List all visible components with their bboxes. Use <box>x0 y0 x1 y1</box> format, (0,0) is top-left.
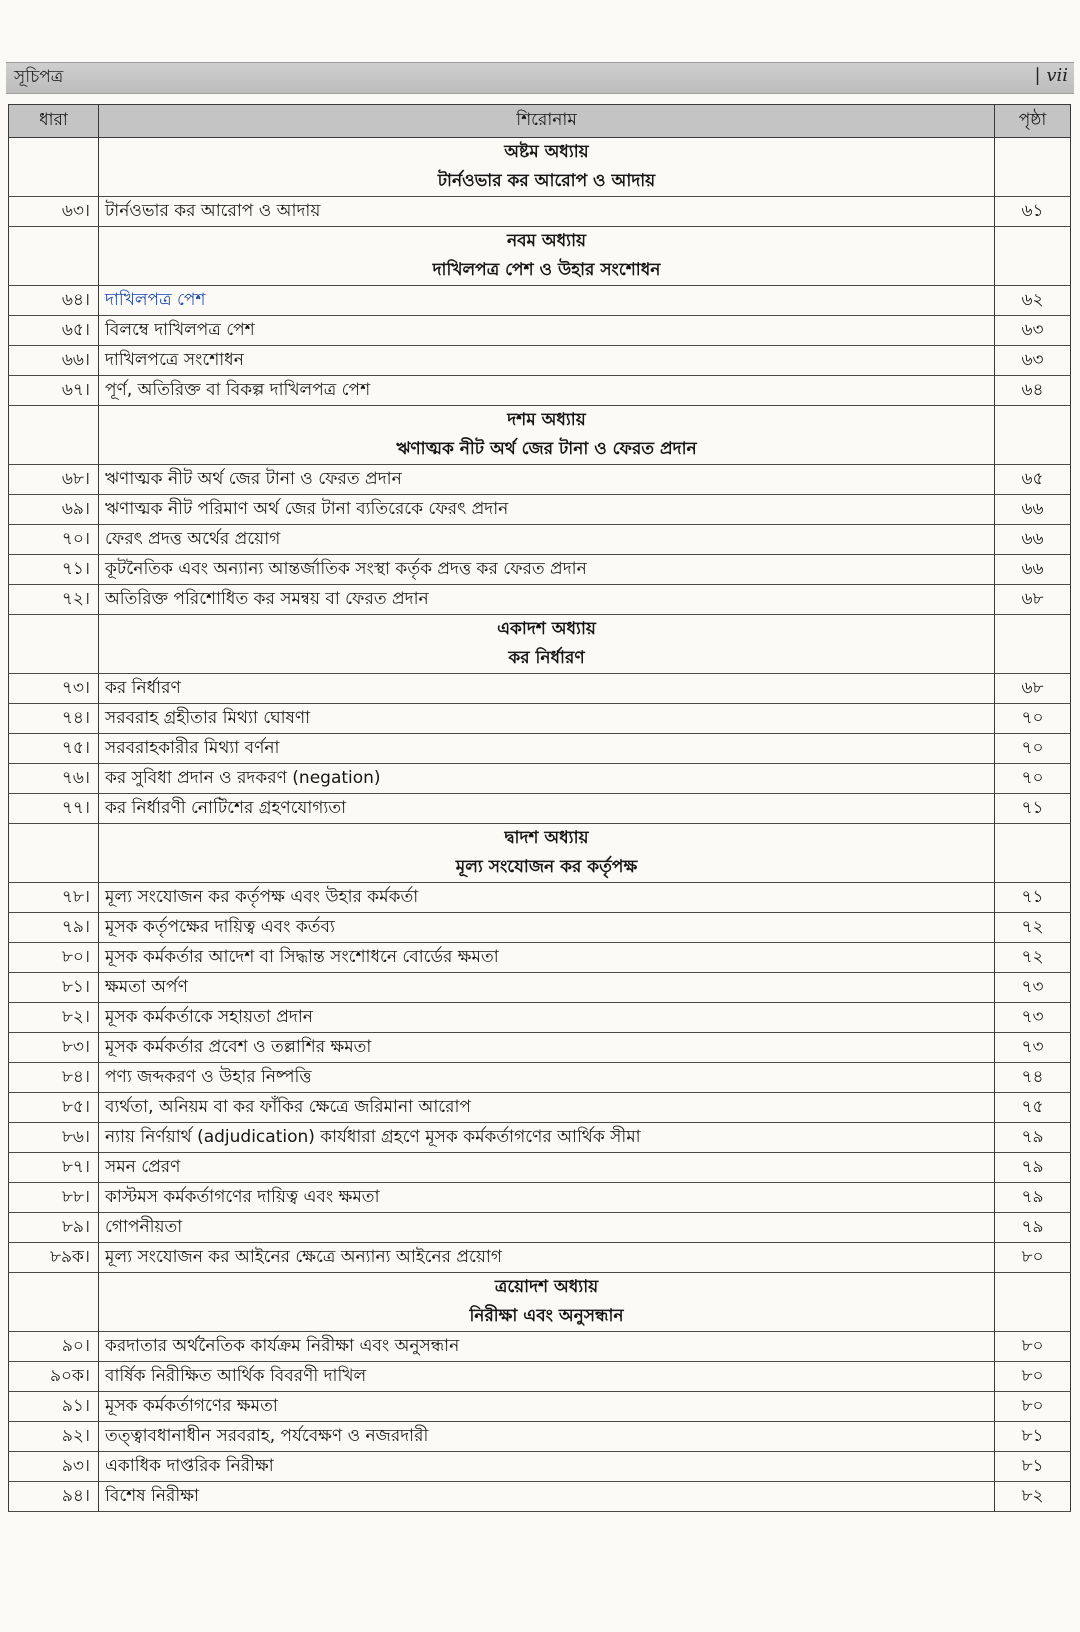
page-number: ৭১ <box>995 883 1071 913</box>
table-row <box>9 555 1071 585</box>
page-number: ৭০ <box>995 704 1071 734</box>
table-row <box>9 794 1071 824</box>
table-row <box>9 316 1071 346</box>
section-number-cell <box>9 138 99 168</box>
table-row <box>9 1452 1071 1482</box>
section-title: পণ্য জব্দকরণ ও উহার নিষ্পত্তি <box>99 1063 995 1093</box>
page-number: ৭৯ <box>995 1183 1071 1213</box>
section-title: দাখিলপত্র পেশ <box>99 286 995 316</box>
table-row <box>9 674 1071 704</box>
section-title: ঋণাত্মক নীট পরিমাণ অর্থ জের টানা ব্যতিরেকে ফেরৎ প্রদান <box>99 495 995 525</box>
page-number: ৭১ <box>995 794 1071 824</box>
section-number-cell <box>9 1302 99 1332</box>
table-row <box>9 764 1071 794</box>
page-number: ৬৬ <box>995 555 1071 585</box>
chapter-heading-row <box>9 435 1071 465</box>
section-title: ব্যর্থতা, অনিয়ম বা কর ফাঁকির ক্ষেত্রে জরিমানা আরোপ <box>99 1093 995 1123</box>
section-number-cell <box>9 615 99 645</box>
chapter-heading-row <box>9 1302 1071 1332</box>
page-number: ৬৫ <box>995 465 1071 495</box>
page-number-cell <box>995 167 1071 197</box>
section-number: ৯০। <box>9 1332 99 1362</box>
page-number: ৭৩ <box>995 1003 1071 1033</box>
section-title: মূসক কর্তৃপক্ষের দায়িত্ব এবং কর্তব্য <box>99 913 995 943</box>
section-number: ৮৪। <box>9 1063 99 1093</box>
page-number: ৮১ <box>995 1452 1071 1482</box>
section-number: ৭২। <box>9 585 99 615</box>
section-title: কর সুবিধা প্রদান ও রদকরণ (negation) <box>99 764 995 794</box>
section-title: মূসক কর্মকর্তার আদেশ বা সিদ্ধান্ত সংশোধনে বোর্ডের ক্ষমতা <box>99 943 995 973</box>
chapter-heading-row <box>9 227 1071 257</box>
section-title: সরবরাহকারীর মিথ্যা বর্ণনা <box>99 734 995 764</box>
section-number: ৯২। <box>9 1422 99 1452</box>
page-number-cell <box>995 435 1071 465</box>
section-number: ৬৩। <box>9 197 99 227</box>
page-number: ৬৬ <box>995 495 1071 525</box>
section-number: ৭৩। <box>9 674 99 704</box>
page-number: ৬১ <box>995 197 1071 227</box>
table-row <box>9 465 1071 495</box>
table-row <box>9 1153 1071 1183</box>
page-number: ৬২ <box>995 286 1071 316</box>
table-row <box>9 1213 1071 1243</box>
table-row <box>9 1482 1071 1512</box>
page-number: ৬৩ <box>995 346 1071 376</box>
page-number: ৮০ <box>995 1332 1071 1362</box>
table-row <box>9 1332 1071 1362</box>
section-title: মূল্য সংযোজন কর কর্তৃপক্ষ এবং উহার কর্মকর্তা <box>99 883 995 913</box>
section-number: ৬৫। <box>9 316 99 346</box>
page-number: ৮০ <box>995 1362 1071 1392</box>
section-number: ৮৯। <box>9 1213 99 1243</box>
chapter-heading-row <box>9 167 1071 197</box>
header-band <box>6 62 1074 94</box>
table-row <box>9 913 1071 943</box>
section-number: ৮৮। <box>9 1183 99 1213</box>
chapter-heading: অষ্টম অধ্যায় <box>99 138 995 168</box>
table-row <box>9 1392 1071 1422</box>
table-header-row <box>9 105 1071 138</box>
page-number: ৮২ <box>995 1482 1071 1512</box>
section-number: ৭০। <box>9 525 99 555</box>
section-number: ৬৮। <box>9 465 99 495</box>
section-number: ৯১। <box>9 1392 99 1422</box>
page-number: ৮০ <box>995 1243 1071 1273</box>
section-title: সমন প্রেরণ <box>99 1153 995 1183</box>
section-title: একাধিক দাপ্তরিক নিরীক্ষা <box>99 1452 995 1482</box>
table-row <box>9 943 1071 973</box>
section-title: মূল্য সংযোজন কর আইনের ক্ষেত্রে অন্যান্য আইনের প্রয়োগ <box>99 1243 995 1273</box>
section-number-cell <box>9 167 99 197</box>
page-number: ৭৫ <box>995 1093 1071 1123</box>
section-number-cell <box>9 1273 99 1303</box>
section-title: বিশেষ নিরীক্ষা <box>99 1482 995 1512</box>
table-row <box>9 1033 1071 1063</box>
section-number: ৬৯। <box>9 495 99 525</box>
chapter-heading-row <box>9 824 1071 854</box>
section-title: অতিরিক্ত পরিশোধিত কর সমন্বয় বা ফেরত প্রদান <box>99 585 995 615</box>
table-row <box>9 495 1071 525</box>
section-number-cell <box>9 824 99 854</box>
chapter-heading: কর নির্ধারণ <box>99 644 995 674</box>
chapter-heading: টার্নওভার কর আরোপ ও আদায় <box>99 167 995 197</box>
section-number: ৯৪। <box>9 1482 99 1512</box>
page-number-cell <box>995 227 1071 257</box>
table-row <box>9 1243 1071 1273</box>
chapter-heading: ত্রয়োদশ অধ্যায় <box>99 1273 995 1303</box>
table-row <box>9 1093 1071 1123</box>
page-number: ৬৮ <box>995 674 1071 704</box>
table-row <box>9 1183 1071 1213</box>
section-number-cell <box>9 644 99 674</box>
page-number: ৬৪ <box>995 376 1071 406</box>
chapter-heading-row <box>9 138 1071 168</box>
section-number: ৮৫। <box>9 1093 99 1123</box>
section-title: কূটনৈতিক এবং অন্যান্য আন্তর্জাতিক সংস্থা কর্তৃক প্রদত্ত কর ফেরত প্রদান <box>99 555 995 585</box>
section-title: মূসক কর্মকর্তাকে সহায়তা প্রদান <box>99 1003 995 1033</box>
page-number: ৭৯ <box>995 1153 1071 1183</box>
section-number-cell <box>9 256 99 286</box>
chapter-heading: দশম অধ্যায় <box>99 406 995 436</box>
page-number: ৮০ <box>995 1392 1071 1422</box>
section-number: ৭৫। <box>9 734 99 764</box>
page-number-cell <box>995 824 1071 854</box>
table-row <box>9 704 1071 734</box>
page-number: ৭২ <box>995 913 1071 943</box>
table-body <box>9 138 1071 1512</box>
page-number-cell <box>995 256 1071 286</box>
section-title: বিলম্বে দাখিলপত্র পেশ <box>99 316 995 346</box>
page-number: ৭২ <box>995 943 1071 973</box>
section-number-cell <box>9 227 99 257</box>
chapter-heading-row <box>9 406 1071 436</box>
section-number-cell <box>9 406 99 436</box>
page-number: ৭৪ <box>995 1063 1071 1093</box>
chapter-heading-row <box>9 256 1071 286</box>
section-number: ৮১। <box>9 973 99 1003</box>
section-number: ৯৩। <box>9 1452 99 1482</box>
table-row <box>9 525 1071 555</box>
page-number: ৭৯ <box>995 1123 1071 1153</box>
page-number-cell <box>995 615 1071 645</box>
section-title: করদাতার অর্থনৈতিক কার্যক্রম নিরীক্ষা এবং অনুসন্ধান <box>99 1332 995 1362</box>
page-number-cell <box>995 644 1071 674</box>
section-number: ৬৪। <box>9 286 99 316</box>
page-number-cell <box>995 1273 1071 1303</box>
table-row <box>9 1123 1071 1153</box>
section-number: ৭৮। <box>9 883 99 913</box>
section-number: ৬৭। <box>9 376 99 406</box>
running-title: সূচিপত্র <box>14 67 64 87</box>
page-number: ৬৩ <box>995 316 1071 346</box>
page-number-cell <box>995 138 1071 168</box>
chapter-heading-row <box>9 615 1071 645</box>
section-number-cell <box>9 435 99 465</box>
section-number: ৮২। <box>9 1003 99 1033</box>
chapter-heading: নবম অধ্যায় <box>99 227 995 257</box>
page-number: ৬৮ <box>995 585 1071 615</box>
section-number: ৯০ক। <box>9 1362 99 1392</box>
page-number: ৭০ <box>995 734 1071 764</box>
table-row <box>9 376 1071 406</box>
table-row <box>9 973 1071 1003</box>
section-title: কাস্টমস কর্মকর্তাগণের দায়িত্ব এবং ক্ষমতা <box>99 1183 995 1213</box>
table-row <box>9 883 1071 913</box>
page-number: ৬৬ <box>995 525 1071 555</box>
chapter-heading: একাদশ অধ্যায় <box>99 615 995 645</box>
section-number: ৭৯। <box>9 913 99 943</box>
section-number: ৮৩। <box>9 1033 99 1063</box>
column-header-section: ধারা <box>9 105 99 138</box>
section-title: দাখিলপত্রে সংশোধন <box>99 346 995 376</box>
chapter-heading: দাখিলপত্র পেশ ও উহার সংশোধন <box>99 256 995 286</box>
section-number: ৮৭। <box>9 1153 99 1183</box>
section-title: ঋণাত্মক নীট অর্থ জের টানা ও ফেরত প্রদান <box>99 465 995 495</box>
table-row <box>9 585 1071 615</box>
section-number: ৮০। <box>9 943 99 973</box>
section-number: ৬৬। <box>9 346 99 376</box>
section-number: ৭৬। <box>9 764 99 794</box>
table-row <box>9 734 1071 764</box>
section-number: ৭১। <box>9 555 99 585</box>
table-row <box>9 1362 1071 1392</box>
section-number: ৮৯ক। <box>9 1243 99 1273</box>
chapter-heading: দ্বাদশ অধ্যায় <box>99 824 995 854</box>
section-title: টার্নওভার কর আরোপ ও আদায় <box>99 197 995 227</box>
column-header-page: পৃষ্ঠা <box>995 105 1071 138</box>
chapter-heading: ঋণাত্মক নীট অর্থ জের টানা ও ফেরত প্রদান <box>99 435 995 465</box>
section-title: সরবরাহ গ্রহীতার মিথ্যা ঘোষণা <box>99 704 995 734</box>
section-number: ৭৪। <box>9 704 99 734</box>
page-number: ৭০ <box>995 764 1071 794</box>
section-title: ন্যায় নির্ণয়ার্থ (adjudication) কার্যধারা গ্রহণে মূসক কর্মকর্তাগণের আর্থিক সীমা <box>99 1123 995 1153</box>
table-row <box>9 197 1071 227</box>
contents-table <box>8 104 1071 1512</box>
section-title: বার্ষিক নিরীক্ষিত আর্থিক বিবরণী দাখিল <box>99 1362 995 1392</box>
section-title: পূর্ণ, অতিরিক্ত বা বিকল্প দাখিলপত্র পেশ <box>99 376 995 406</box>
section-title: ফেরৎ প্রদত্ত অর্থের প্রয়োগ <box>99 525 995 555</box>
table-row <box>9 286 1071 316</box>
page-number-cell <box>995 406 1071 436</box>
page-number-cell <box>995 853 1071 883</box>
table-row <box>9 1063 1071 1093</box>
page-number: ৭৩ <box>995 973 1071 1003</box>
section-title: গোপনীয়তা <box>99 1213 995 1243</box>
table-row <box>9 346 1071 376</box>
section-title: তত্ত্বাবধানাধীন সরবরাহ, পর্যবেক্ষণ ও নজরদারী <box>99 1422 995 1452</box>
chapter-heading: নিরীক্ষা এবং অনুসন্ধান <box>99 1302 995 1332</box>
section-title: মূসক কর্মকর্তাগণের ক্ষমতা <box>99 1392 995 1422</box>
section-title: মূসক কর্মকর্তার প্রবেশ ও তল্লাশির ক্ষমতা <box>99 1033 995 1063</box>
page-number: | vii <box>1034 65 1068 86</box>
section-number: ৭৭। <box>9 794 99 824</box>
section-number-cell <box>9 853 99 883</box>
page-number: ৮১ <box>995 1422 1071 1452</box>
section-number: ৮৬। <box>9 1123 99 1153</box>
table-row <box>9 1422 1071 1452</box>
chapter-heading: মূল্য সংযোজন কর কর্তৃপক্ষ <box>99 853 995 883</box>
section-title: কর নির্ধারণী নোটিশের গ্রহণযোগ্যতা <box>99 794 995 824</box>
column-header-title: শিরোনাম <box>99 105 995 138</box>
page-number: ৭৩ <box>995 1033 1071 1063</box>
chapter-heading-row <box>9 1273 1071 1303</box>
page-number-cell <box>995 1302 1071 1332</box>
table-row <box>9 1003 1071 1033</box>
section-title: কর নির্ধারণ <box>99 674 995 704</box>
chapter-heading-row <box>9 853 1071 883</box>
section-title: ক্ষমতা অর্পণ <box>99 973 995 1003</box>
chapter-heading-row <box>9 644 1071 674</box>
page-number: ৭৯ <box>995 1213 1071 1243</box>
